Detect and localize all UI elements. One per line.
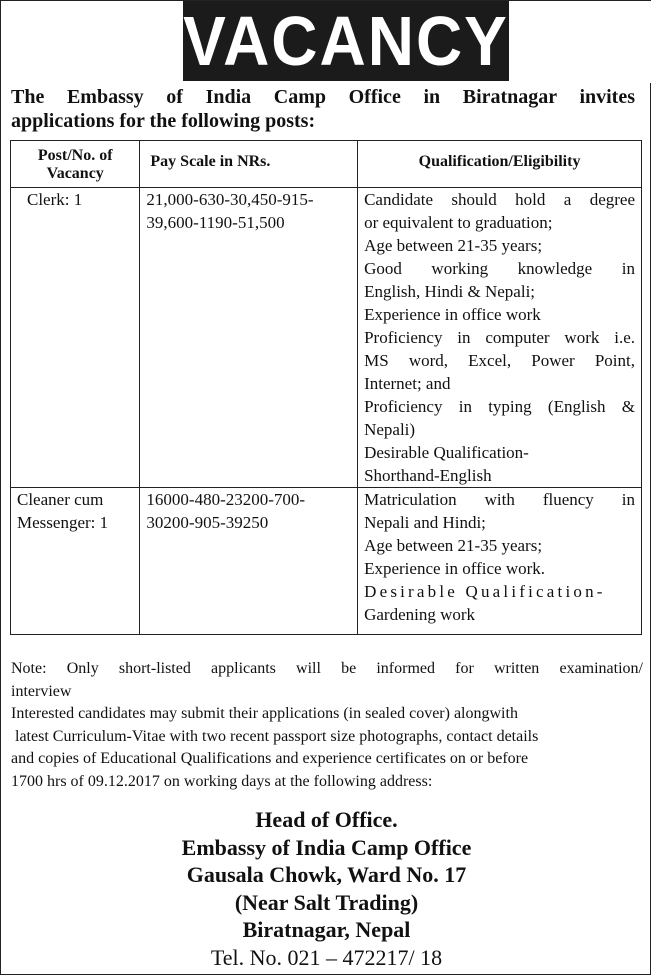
banner-title: VACANCY xyxy=(183,2,509,80)
vacancy-table xyxy=(10,140,642,635)
pay-cell: 16000-480-23200-700- 30200-905-39250 xyxy=(140,488,358,635)
address-line: Embassy of India Camp Office xyxy=(181,834,472,860)
qualification-cell: Candidate should hold a degree or equivalent to graduation; Age between 21-35 years; Good working knowledge in English, Hindi & Nepali; Experience in office work Proficiency in computer work i.e. MS word, Excel, Power Point, Internet; and Proficiency in typing (English & Nepali) Desirable Qualification- Shorthand-English xyxy=(358,188,642,488)
header-pay-scale: Pay Scale in NRs. xyxy=(140,141,358,188)
notes-section xyxy=(11,658,643,793)
telephone-number: Tel. No. 021 – 472217/ 18 xyxy=(210,944,443,970)
address-line: Gausala Chowk, Ward No. 17 xyxy=(186,862,467,887)
intro-line: The Embassy of India Camp Office in Biratnagar invites xyxy=(11,86,635,108)
banner-box xyxy=(183,1,509,81)
post-cell: Cleaner cum Messenger: 1 xyxy=(11,488,140,635)
note-paragraph: Note: Only short-listed applicants will be informed for written examination/ interview xyxy=(11,660,643,700)
table-row xyxy=(11,188,642,488)
header-post: Post/No. of Vacancy xyxy=(11,141,140,188)
address-line: Biratnagar, Nepal xyxy=(242,917,411,942)
pay-cell: 21,000-630-30,450-915- 39,600-1190-51,500 xyxy=(140,188,358,488)
post-cell: Clerk: 1 xyxy=(11,188,140,488)
address-line: Head of Office. xyxy=(255,807,398,832)
address-line: (Near Salt Trading) xyxy=(234,889,419,915)
table-header-row xyxy=(11,141,642,188)
qualification-cell: Matriculation with fluency in Nepali and Hindi; Age between 21-35 years; Experience in office work. Desirable Qualification- Gardening work xyxy=(358,488,642,635)
intro-line: applications for the following posts: xyxy=(11,110,316,132)
address-block xyxy=(1,806,652,972)
table-row xyxy=(11,488,642,635)
intro-text xyxy=(11,85,635,133)
header-qualification: Qualification/Eligibility xyxy=(358,141,642,188)
banner xyxy=(1,1,652,83)
instructions-paragraph: Interested candidates may submit their applications (in sealed cover) alongwith latest Curriculum-Vitae with two recent passport size photographs, contact details and copies of Educational Qualifications and experience certificates on or before 1700 hrs of 09.12.2017 on working days at the following address: xyxy=(11,705,539,790)
